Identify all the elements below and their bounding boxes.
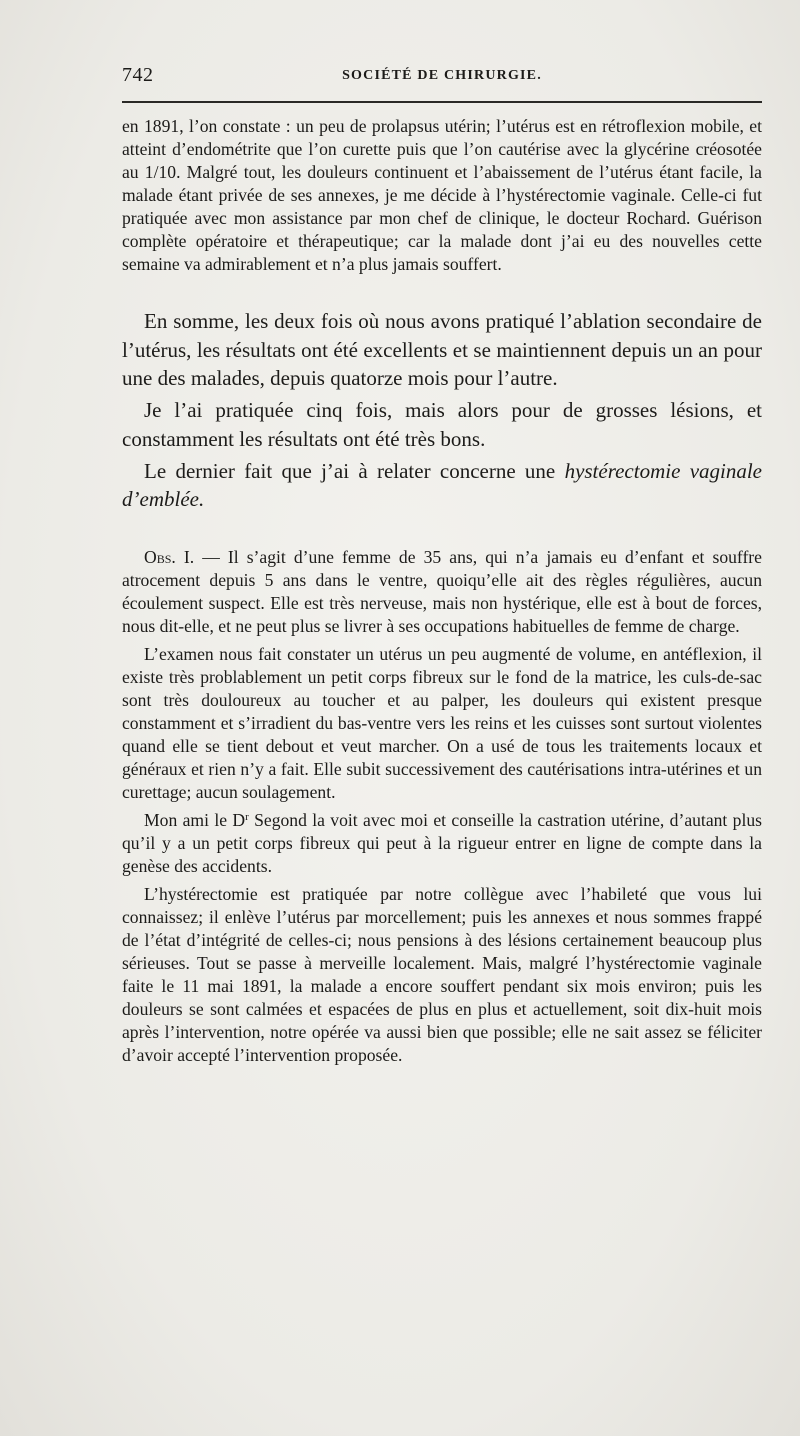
emphasis-hysterectomie: hystérectomie vaginale d’emblée. — [122, 458, 763, 512]
paragraph-examen: L’examen nous fait constater un utérus un peu augmenté de volume, en antéflexion, il existe très problablement un petit corps fibreux sur le fond de la matrice, les culs-de-sac sont très douloureux au toucher et au palper, les douleurs qui existent presque constamment et s’irradient du bas-ventre vers les reins et les cuisses sont surtout violentes quand elle se tient debout et veut marcher. On a usé de tous les traitements locaux et généraux et rien n’y a fait. Elle subit successivement des cautérisations intra-utérines et un curettage; aucun soulagement. — [122, 643, 762, 802]
header-rule — [122, 101, 762, 103]
observation-text: — Il s’agit d’une femme de 35 ans, qui n’a jamais eu d’enfant et souffre atrocement depuis 5 ans dans le ventre, quoiqu’elle ait des règles régulières, aucun écoulement suspect. Elle est très nerveuse, mais non hystérique, elle est à bout de forces, nous dit-elle, et ne peut plus se livrer à ses occupations habituelles de femme de charge. — [122, 546, 762, 636]
page-header — [122, 64, 762, 92]
paragraph-continuation: en 1891, l’on constate : un peu de prolapsus utérin; l’utérus est en rétroflexion mobile, et atteint d’endométrite que l’on curette puis que l’on cautérise avec la glycérine créosotée au 1/10. Malgré tout, les douleurs continuent et l’abaissement de l’utérus étant facile, la malade étant privée de ses annexes, je me décide à l’hystérectomie vaginale. Celle-ci fut pratiquée avec mon assistance par mon chef de clinique, le docteur Rochard. Guérison complète opératoire et thérapeutique; car la malade dont j’ai eu des nouvelles cette semaine va admirablement et n’a plus jamais souffert. — [122, 116, 762, 274]
superscript-r: r — [245, 810, 249, 823]
page-number: 742 — [122, 64, 154, 86]
observation-label: Obs. I. — [144, 546, 195, 567]
paragraph-cinq-fois: Je l’ai pratiquée cinq fois, mais alors pour de grosses lésions, et constamment les résultats ont été très bons. — [122, 398, 762, 451]
paragraph-dernier-fait-text: Le dernier fait que j’ai à relater concerne une — [144, 458, 565, 483]
paragraph-segond-rest: Segond la voit avec moi et conseille la castration utérine, d’autant plus qu’il y a un petit corps fibreux qui peut à la rigueur entrer en ligne de compte dans la genèse des accidents. — [122, 809, 762, 876]
paragraph-dernier-fait — [122, 457, 762, 514]
body-text — [122, 115, 762, 1067]
paragraph-hysterectomie: L’hystérectomie est pratiquée par notre collègue avec l’habileté que vous lui connaissez; il enlève l’utérus par morcellement; puis les annexes et nous sommes frappé de l’état d’intégrité de celles-ci; nous pensions à des lésions certainement beaucoup plus sérieuses. Tout se passe à merveille localement. Mais, malgré l’hystérectomie vaginale faite le 11 mai 1891, la malade a encore souffert pendant six mois environ; puis les douleurs se sont calmées et espacées de plus en plus et actuellement, soit dix-huit mois après l’intervention, notre opérée va aussi bien que possible; elle ne sait assez se féliciter d’avoir accepté l’intervention proposée. — [122, 883, 762, 1065]
paragraph-segond-start: Mon ami le D — [144, 809, 246, 830]
paragraph-segond — [122, 809, 762, 878]
paragraph-en-somme: En somme, les deux fois où nous avons pratiqué l’ablation secondaire de l’utérus, les résultats ont été excellents et se maintiennent depuis un an pour une des malades, depuis quatorze mois pour l’autre. — [122, 309, 762, 391]
running-title: SOCIÉTÉ DE CHIRURGIE. — [342, 68, 542, 83]
observation-paragraph — [122, 546, 762, 638]
